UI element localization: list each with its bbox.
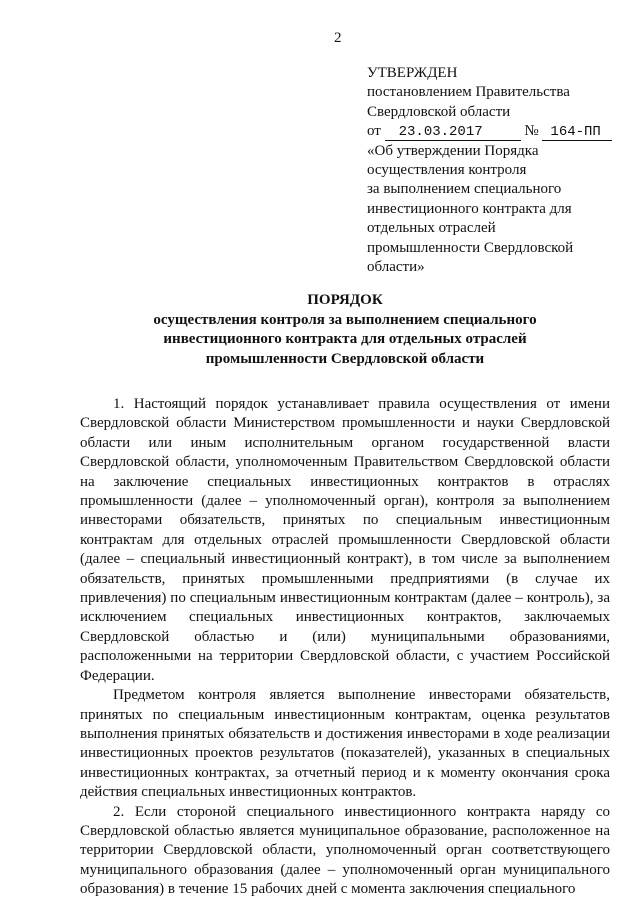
approval-line-6: за выполнением специального [367,181,562,198]
paragraph-1: 1. Настоящий порядок устанавливает правила осуществления от имени Свердловской области Министерством промышленности и науки Свердловской области или иным исполнительным органом государственной власти Свердловской области, уполномоченным Правительством Свердловской области на заключение специальных инвестиционных контрактов в отраслях промышленности (далее – уполномоченный орган), контроля за выполнением инвесторами обязательств, принятых по специальным инвестиционным контрактам для отдельных отраслей промышленности Свердловской области (далее – специальный инвестиционный контракт), в том числе за выполнением обязательств, принятых промышленными предприятиями (в случае их привлечения) по специальным инвестиционным контрактам (далее – контроль), за исключением специальных инвестиционных контрактов, заключаемых Свердловской областью и (или) муниципальными образованиями, расположенными на территории Свердловской области, с участием Российской Федерации. [80,396,610,684]
paragraph-2: Предметом контроля является выполнение инвесторами обязательств, принятых по специальным инвестиционным контрактам, оценка результатов выполнения принятых обязательств и достижения инвесторами в ходе реализации инвестиционных проектов результатов (показателей), указанных в специальных инвестиционных контрактах, за отчетный период и к моменту окончания срока действия специальных инвестиционных контрактов. [80,687,610,801]
approval-number: 164-ПП [542,125,612,141]
approval-heading: УТВЕРЖДЕН [367,65,458,81]
title-line-3: промышленности Свердловской области [205,350,485,367]
document-body [80,395,610,900]
approval-line-5: осуществления контроля [367,162,527,179]
approval-line-7: инвестиционного контракта для [367,200,572,217]
approval-line-9: промышленности Свердловской [367,239,574,256]
paragraph-3: 2. Если стороной специального инвестиционного контракта наряду со Свердловской областью является муниципальное образование, расположенное на территории Свердловской области, уполномоченный орган соответствующего муниципального образования (далее – уполномоченный орган муниципального образования) в течение 15 рабочих дней с момента заключения специального [80,803,610,898]
title-heading: ПОРЯДОК [307,292,383,308]
page-number: 2 [334,30,342,46]
date-prefix: от [367,123,381,140]
approval-line-1: постановлением Правительства [367,84,570,101]
approval-block [367,64,617,277]
approval-date: 23.03.2017 [385,125,521,141]
document-title [80,291,610,369]
approval-date-line [367,122,617,141]
title-line-2: инвестиционного контракта для отдельных отраслей [163,331,527,347]
number-prefix: № [524,123,539,140]
approval-line-4: «Об утверждении Порядка [367,142,539,159]
approval-line-10: области» [367,259,425,276]
approval-line-2: Свердловской области [367,103,511,120]
title-line-1: осуществления контроля за выполнением специального [153,311,537,328]
approval-line-8: отдельных отраслей [367,220,496,237]
